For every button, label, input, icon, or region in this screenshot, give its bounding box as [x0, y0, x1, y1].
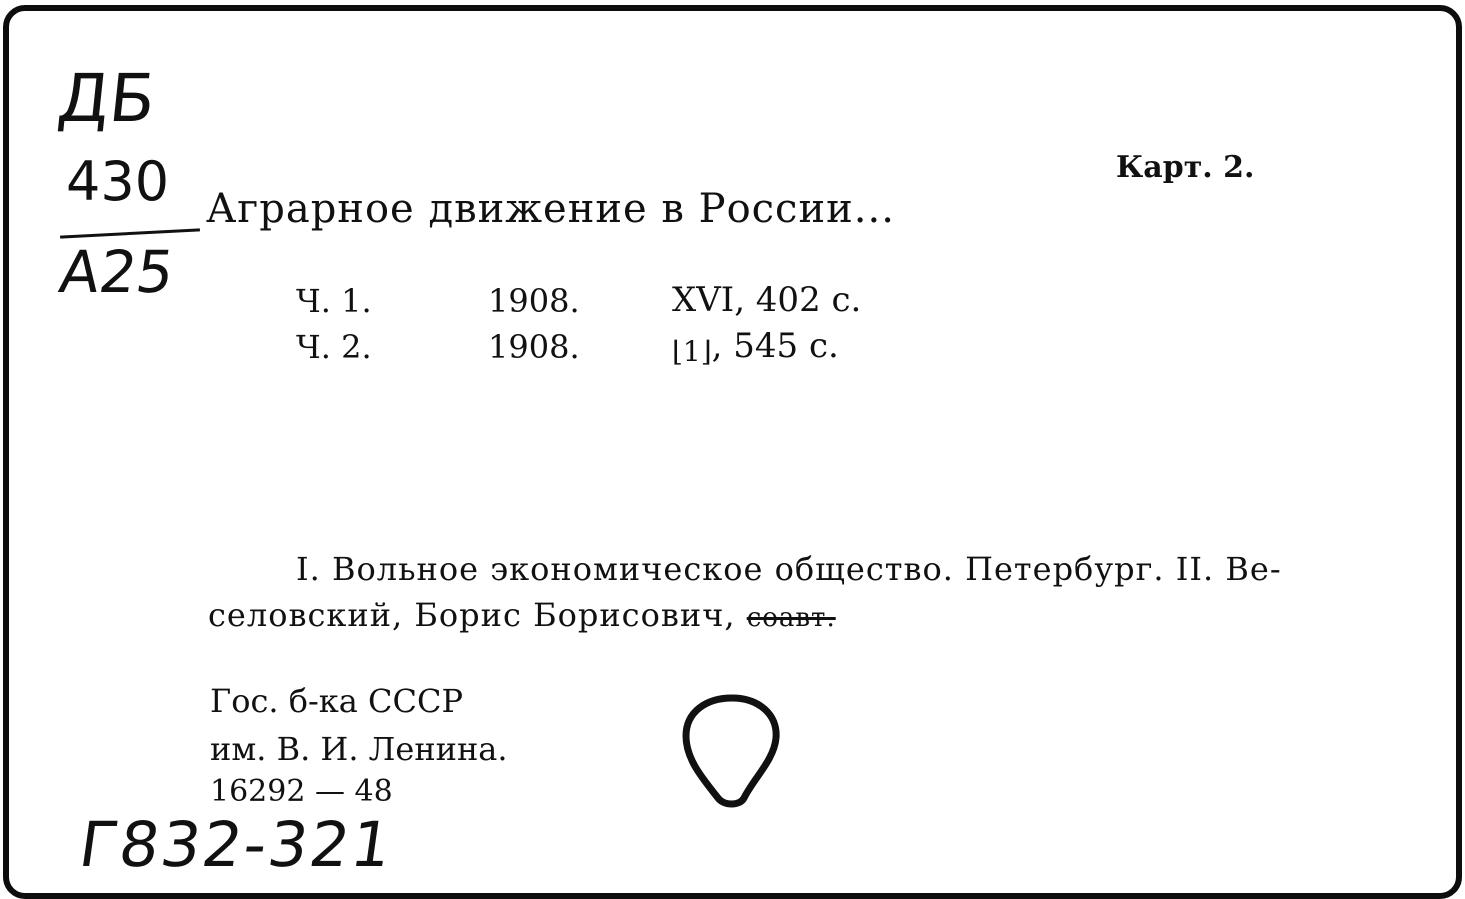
- volume-2-bracket: ⌊1⌋: [672, 335, 712, 368]
- volume-2-year: 1908.: [488, 328, 580, 366]
- volume-1-part: Ч. 1.: [296, 282, 372, 320]
- library-line-2: им. В. И. Ленина.: [210, 730, 508, 768]
- card-number: Карт. 2.: [1116, 150, 1255, 185]
- struck-through-text: соавт.: [746, 603, 836, 633]
- card-punch-hole: [680, 692, 784, 810]
- added-entry-text: селовский, Борис Борисович,: [208, 596, 747, 634]
- library-line-3: 16292 — 48: [210, 774, 393, 809]
- volume-2-pages-text: , 545 с.: [711, 326, 839, 366]
- added-entry-line-1: I. Вольное экономическое общество. Петербург. II. Ве-: [296, 550, 1282, 588]
- volume-2-pages: [672, 326, 839, 366]
- handwritten-shelfmark-number: 430: [66, 150, 170, 213]
- library-line-1: Гос. б-ка СССР: [210, 682, 464, 720]
- volume-1-pages: XVI, 402 с.: [672, 280, 862, 320]
- handwritten-shelfmark-top: ДБ: [53, 60, 159, 137]
- added-entry-line-2: [208, 596, 836, 634]
- volume-2-part: Ч. 2.: [296, 328, 372, 366]
- volume-1-year: 1908.: [488, 282, 580, 320]
- book-title: Аграрное движение в России...: [206, 186, 895, 232]
- handwritten-shelfmark-code: А25: [55, 238, 179, 306]
- handwritten-bottom-code: Г832-321: [74, 808, 399, 881]
